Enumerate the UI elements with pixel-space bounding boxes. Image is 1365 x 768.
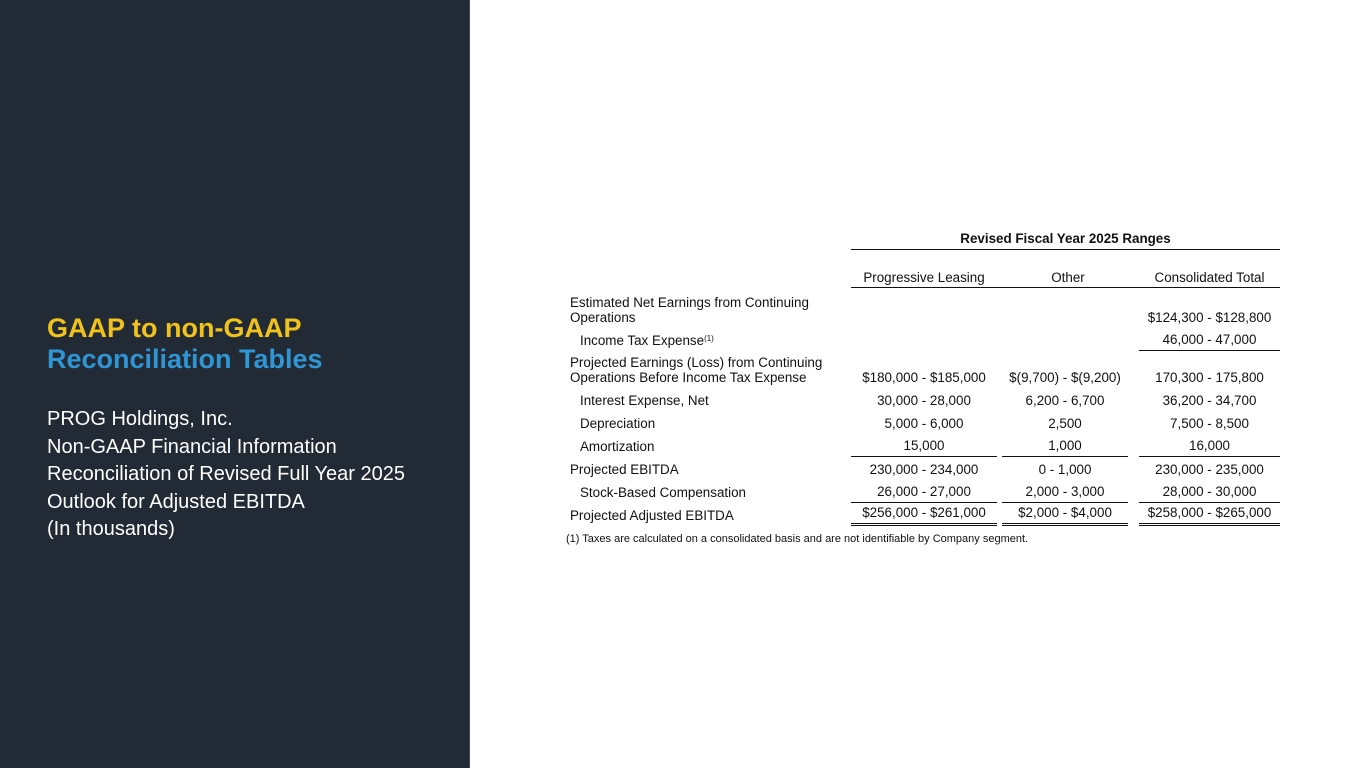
row-label-line: Operations Before Income Tax Expense	[570, 370, 807, 385]
cell-consolidated: $124,300 - $128,800	[1147, 310, 1272, 325]
subtitle-line: Non-GAAP Financial Information	[47, 435, 337, 458]
title-line-gaap: GAAP to non-GAAP	[47, 313, 302, 343]
row-label: Projected EBITDA	[570, 462, 679, 477]
cell-other: 1,000	[1002, 436, 1128, 457]
cell-other: $(9,700) - $(9,200)	[1009, 370, 1121, 385]
cell-consolidated: 170,300 - 175,800	[1155, 370, 1264, 385]
subtitle-company: PROG Holdings, Inc.	[47, 408, 233, 430]
left-panel	[0, 0, 470, 768]
column-header-other: Other	[1051, 270, 1085, 285]
title-line-reconciliation: Reconciliation Tables	[47, 344, 323, 374]
cell-progressive-leasing: 30,000 - 28,000	[877, 393, 971, 408]
table-row	[566, 388, 1280, 411]
row-label: Stock-Based Compensation	[580, 485, 746, 500]
cell-progressive-leasing: $256,000 - $261,000	[851, 503, 997, 526]
row-label	[570, 355, 822, 385]
cell-consolidated: 28,000 - 30,000	[1139, 482, 1280, 503]
row-label: Interest Expense, Net	[580, 393, 709, 408]
table-row	[566, 290, 1280, 328]
cell-consolidated: 7,500 - 8,500	[1170, 416, 1249, 431]
row-label-line: Projected Earnings (Loss) from Continuing	[570, 355, 823, 370]
cell-progressive-leasing: $180,000 - $185,000	[862, 370, 986, 385]
cell-progressive-leasing: 26,000 - 27,000	[851, 482, 997, 503]
subtitle-line: Outlook for Adjusted EBITDA	[47, 490, 305, 513]
row-label-line: Operations	[570, 310, 636, 325]
cell-progressive-leasing: 230,000 - 234,000	[869, 462, 979, 477]
table-row	[566, 328, 1280, 351]
row-label: Amortization	[580, 439, 655, 454]
table-row	[566, 457, 1280, 480]
column-headers	[851, 268, 1280, 288]
slide-title	[47, 313, 323, 375]
cell-consolidated: 230,000 - 235,000	[1155, 462, 1264, 477]
row-label: Depreciation	[580, 416, 656, 431]
table-row	[566, 411, 1280, 434]
cell-consolidated: $258,000 - $265,000	[1139, 503, 1280, 526]
row-label	[580, 333, 714, 348]
cell-other: 0 - 1,000	[1038, 462, 1092, 477]
column-header-consolidated-total: Consolidated Total	[1154, 270, 1265, 285]
table-row	[566, 480, 1280, 503]
cell-progressive-leasing: 15,000	[851, 436, 997, 457]
group-header: Revised Fiscal Year 2025 Ranges	[851, 228, 1280, 250]
row-label-line: Estimated Net Earnings from Continuing	[570, 295, 809, 310]
subtitle-line: Reconciliation of Revised Full Year 2025	[47, 463, 405, 485]
cell-progressive-leasing: 5,000 - 6,000	[884, 416, 964, 431]
cell-consolidated: 36,200 - 34,700	[1162, 393, 1257, 408]
subtitle-block	[47, 406, 405, 544]
table-row	[566, 434, 1280, 457]
cell-other: 2,000 - 3,000	[1002, 482, 1128, 503]
table-footnote: (1) Taxes are calculated on a consolidated basis and are not identifiable by Company segment.	[566, 533, 1029, 545]
cell-other: $2,000 - $4,000	[1002, 503, 1128, 526]
subtitle-units: (In thousands)	[47, 518, 175, 540]
column-header-progressive-leasing: Progressive Leasing	[863, 270, 985, 285]
row-label-text: Income Tax Expense	[580, 333, 705, 348]
cell-consolidated: 46,000 - 47,000	[1139, 330, 1280, 351]
cell-other: 2,500	[1048, 416, 1082, 431]
row-label: Projected Adjusted EBITDA	[570, 508, 734, 523]
table-row	[566, 503, 1280, 526]
cell-consolidated: 16,000	[1139, 436, 1280, 457]
footnote-marker: (1)	[704, 334, 714, 343]
row-label	[570, 295, 809, 325]
table-row	[566, 351, 1280, 388]
cell-other: 6,200 - 6,700	[1025, 393, 1105, 408]
